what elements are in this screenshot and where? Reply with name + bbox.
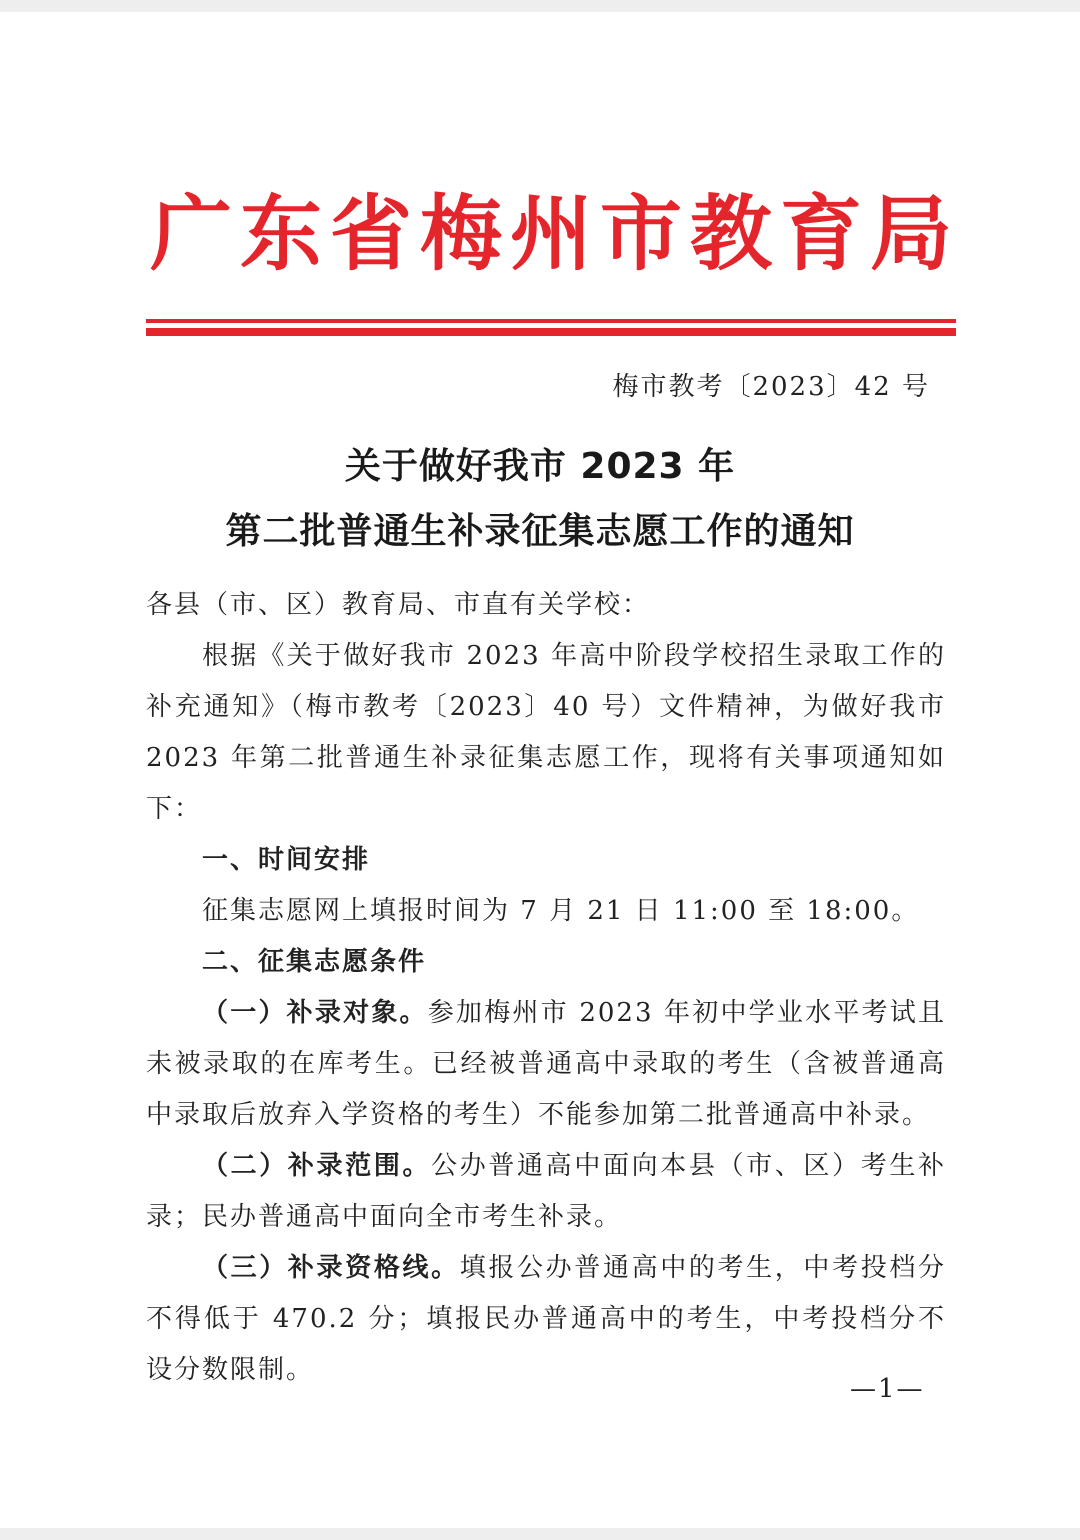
masthead-rule-thin bbox=[146, 319, 956, 323]
document-number: 梅市教考〔2023〕42 号 bbox=[612, 372, 930, 402]
condition-item-1 bbox=[146, 988, 946, 1141]
condition-item-1-lead: （一）补录对象。 bbox=[202, 998, 428, 1028]
section-heading-schedule: 一、时间安排 bbox=[202, 845, 371, 875]
intro-paragraph: 根据《关于做好我市 2023 年高中阶段学校招生录取工作的补充通知》（梅市教考〔2023〕40 号）文件精神，为做好我市 2023 年第二批普通生补录征集志愿工作，现将有关事项通知如下： bbox=[146, 641, 946, 824]
document-page bbox=[0, 12, 1080, 1528]
condition-item-3-text: 填报公办普通高中的考生，中考投档分不得低于 470.2 分；填报民办普通高中的考生，中考投档分不设分数限制。 bbox=[146, 1253, 946, 1385]
notice-title-line-1: 关于做好我市 2023 年 bbox=[344, 446, 736, 487]
condition-item-2-text: 公办普通高中面向本县（市、区）考生补录；民办普通高中面向全市考生补录。 bbox=[146, 1151, 946, 1232]
notice-body bbox=[146, 580, 946, 1396]
masthead-rule-thick bbox=[146, 328, 956, 336]
notice-title-line-2: 第二批普通生补录征集志愿工作的通知 bbox=[225, 511, 855, 552]
section-heading-conditions: 二、征集志愿条件 bbox=[202, 947, 427, 977]
condition-item-3 bbox=[146, 1243, 946, 1396]
masthead-title: 广东省梅州市教育局 bbox=[150, 187, 961, 282]
page-number: —1— bbox=[850, 1374, 925, 1404]
condition-item-1-text: 参加梅州市 2023 年初中学业水平考试且未被录取的在库考生。已经被普通高中录取的考生（含被普通高中录取后放弃入学资格的考生）不能参加第二批普通高中补录。 bbox=[146, 998, 946, 1130]
condition-item-2-lead: （二）补录范围。 bbox=[202, 1151, 432, 1181]
condition-item-2 bbox=[146, 1141, 946, 1243]
salutation: 各县（市、区）教育局、市直有关学校： bbox=[146, 590, 651, 620]
condition-item-3-lead: （三）补录资格线。 bbox=[202, 1253, 460, 1283]
schedule-paragraph: 征集志愿网上填报时间为 7 月 21 日 11:00 至 18:00。 bbox=[202, 896, 920, 926]
